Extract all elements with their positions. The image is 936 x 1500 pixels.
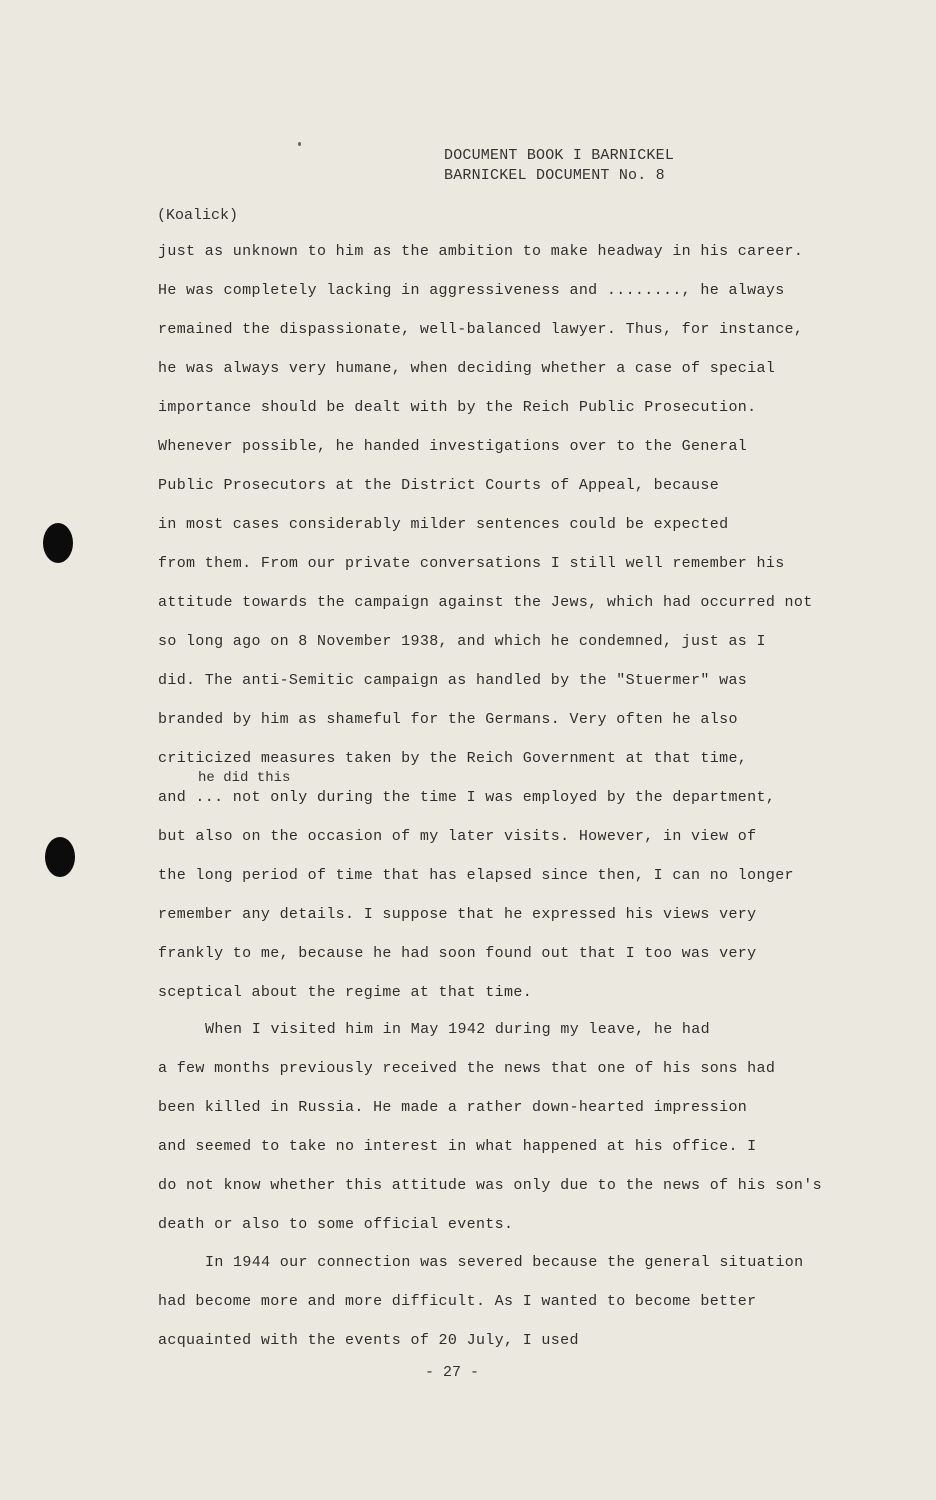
text-line: criticized measures taken by the Reich Government at that time, — [158, 750, 748, 767]
paper-speck — [298, 142, 301, 146]
text-line: and seemed to take no interest in what happened at his office. I — [158, 1138, 757, 1155]
text-line: and ... not only during the time I was employed by the department, — [158, 789, 776, 806]
text-line: acquainted with the events of 20 July, I used — [158, 1332, 579, 1349]
text-line: attitude towards the campaign against the Jews, which had occurred not — [158, 594, 813, 611]
text-line: importance should be dealt with by the Reich Public Prosecution. — [158, 399, 757, 416]
text-line: When I visited him in May 1942 during my leave, he had — [205, 1021, 710, 1038]
text-line: did. The anti-Semitic campaign as handled by the "Stuermer" was — [158, 672, 748, 689]
text-line: so long ago on 8 November 1938, and which he condemned, just as I — [158, 633, 766, 650]
text-line: In 1944 our connection was severed because the general situation — [205, 1254, 804, 1271]
text-line: frankly to me, because he had soon found out that I too was very — [158, 945, 757, 962]
document-header — [444, 146, 674, 186]
text-line: remember any details. I suppose that he expressed his views very — [158, 906, 757, 923]
text-line: been killed in Russia. He made a rather down-hearted impression — [158, 1099, 748, 1116]
text-line: remained the dispassionate, well-balanced lawyer. Thus, for instance, — [158, 321, 804, 338]
text-line: the long period of time that has elapsed since then, I can no longer — [158, 867, 794, 884]
text-line: branded by him as shameful for the Germans. Very often he also — [158, 711, 738, 728]
punch-hole-bottom — [45, 837, 75, 877]
text-line: sceptical about the regime at that time. — [158, 984, 533, 1001]
text-line: just as unknown to him as the ambition to make headway in his career. — [158, 243, 804, 260]
punch-hole-top — [43, 523, 73, 563]
text-line: Public Prosecutors at the District Courts of Appeal, because — [158, 477, 720, 494]
text-line: but also on the occasion of my later visits. However, in view of — [158, 828, 757, 845]
text-line: Whenever possible, he handed investigations over to the General — [158, 438, 748, 455]
text-line: do not know whether this attitude was only due to the news of his son's — [158, 1177, 822, 1194]
page-number: - 27 - — [425, 1364, 480, 1381]
header-line-2: BARNICKEL DOCUMENT No. 8 — [444, 167, 665, 184]
text-line: death or also to some official events. — [158, 1216, 514, 1233]
text-line: had become more and more difficult. As I wanted to become better — [158, 1293, 757, 1310]
text-line: he was always very humane, when deciding whether a case of special — [158, 360, 776, 377]
reference-name: (Koalick) — [157, 207, 239, 224]
text-line: from them. From our private conversations I still well remember his — [158, 555, 785, 572]
text-line: in most cases considerably milder sentences could be expected — [158, 516, 729, 533]
header-line-1: DOCUMENT BOOK I BARNICKEL — [444, 147, 675, 164]
interlinear-insert: he did this — [198, 770, 291, 786]
text-line: a few months previously received the news that one of his sons had — [158, 1060, 776, 1077]
text-line: He was completely lacking in aggressiveness and ........, he always — [158, 282, 785, 299]
